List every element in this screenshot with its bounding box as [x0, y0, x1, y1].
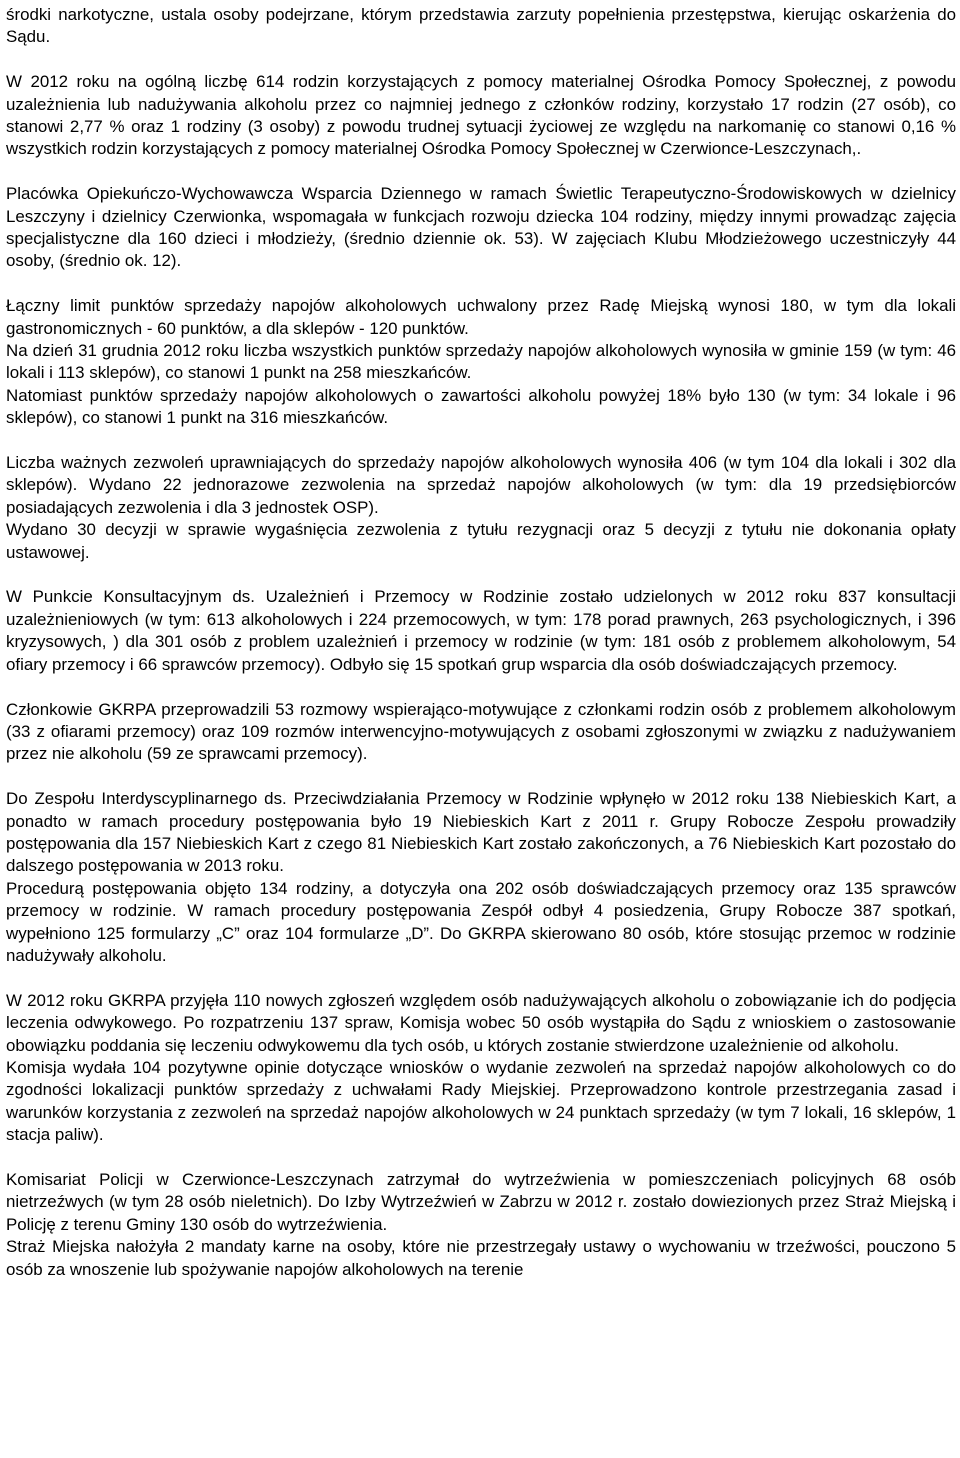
- document-page: [6, 4, 956, 1281]
- paragraph-permits: Liczba ważnych zezwoleń uprawniających do sprzedaży napojów alkoholowych wynosiła 406 (w tym 104 dla lokali i 302 dla sklepów). Wydano 22 jednorazowe zezwolenia na sprzedaż napojów alkoholowych (w tym: dla 19 przedsiębiorców posiadających zezwolenia i dla 3 jednostek OSP).: [6, 453, 956, 517]
- paragraph-care-facility: Placówka Opiekuńczo-Wychowawcza Wsparcia Dziennego w ramach Świetlic Terapeutyczno-Środowiskowych w dzielnicy Leszczyny i dzielnicy Czerwionka, wspomagała w funkcjach rozwoju dziecka 104 rodziny, między innymi prowadząc zajęcia specjalistyczne dla 160 dzieci i młodzieży, (średnio dziennie ok. 53). W zajęciach Klubu Młodzieżowego uczestniczyły 44 osoby, (średnio ok. 12).: [6, 184, 956, 271]
- paragraph-gkrpa-reports: W 2012 roku GKRPA przyjęła 110 nowych zgłoszeń względem osób nadużywających alkoholu o zobowiązanie ich do podjęcia leczenia odwykowego. Po rozpatrzeniu 137 spraw, Komisja wobec 50 osób wystąpiła do Sądu z wnioskiem o zastosowanie obowiązku poddania się leczeniu odwykowemu dla tych osób, u których zostanie stwierdzone uzależnienie od alkoholu.: [6, 990, 956, 1055]
- paragraph-police-detentions: Komisariat Policji w Czerwionce-Leszczynach zatrzymał do wytrzeźwienia w pomieszczeniach policyjnych 68 osób nietrzeźwych (w tym 28 osób nieletnich). Do Izby Wytrzeźwień w Zabrzu w 2012 r. zostało dowiezionych przez Straż Miejską i Policję z terenu Gminy 130 osób do wytrzeźwienia.: [6, 1169, 956, 1234]
- paragraph-consultation-point: W Punkcie Konsultacyjnym ds. Uzależnień i Przemocy w Rodzinie zostało udzielonych w 2012 roku 837 konsultacji uzależnieniowych (w tym: 613 alkoholowych i 224 przemocowych, w tym: 178 porad prawnych, 263 psychologicznych, i 396 kryzysowych, ) dla 301 osób z problem uzależnień i przemocy w rodzinie (w tym: 181 osób z problemem alkoholowym, 54 ofiary przemocy i 66 sprawców przemocy). Odbyło się 15 spotkań grup wsparcia dla osób doświadczających przemocy.: [6, 587, 956, 674]
- paragraph-gkrpa-conversations: Członkowie GKRPA przeprowadzili 53 rozmowy wspierająco-motywujące z członkami rodzin osób z problemem alkoholowym (33 z ofiarami przemocy) oraz 109 rozmów interwencyjno-motywujących z osobami zgłoszonymi w związku z nadużywaniem przez nie alkoholu (59 ze sprawcami przemocy).: [6, 699, 956, 764]
- paragraph-strong-alcohol-points: Natomiast punktów sprzedaży napojów alkoholowych o zawartości alkoholu powyżej 18% było 130 (w tym: 34 lokale i 96 sklepów), co stanowi 1 punkt na 316 mieszkańców.: [6, 385, 956, 428]
- paragraph-sales-points: Na dzień 31 grudnia 2012 roku liczba wszystkich punktów sprzedaży napojów alkoholowych wynosiła w gminie 159 (w tym: 46 lokali i 113 sklepów), co stanowi 1 punkt na 258 mieszkańców.: [6, 341, 956, 383]
- paragraph-procedure: Procedurą postępowania objęto 134 rodziny, a dotyczyła ona 202 osób doświadczających przemocy oraz 135 sprawców przemocy w rodzinie. W ramach procedury postępowania Zespół odbył 4 posiedzenia, Grupy Robocze 387 spotkań, wypełniono 125 formularzy „C” oraz 104 formularze „D”. Do GKRPA skierowano 80 osób, które stosując przemoc w rodzinie nadużywały alkoholu.: [6, 878, 956, 965]
- paragraph-social-assistance: W 2012 roku na ogólną liczbę 614 rodzin korzystających z pomocy materialnej Ośrodka Pomocy Społecznej, z powodu uzależnienia lub nadużywania alkoholu przez co najmniej jednego z członków rodziny, korzystało 17 rodzin (27 osób), co stanowi 2,77 % oraz 1 rodziny (3 osoby) z powodu trudnej sytuacji życiowej ze względu na narkomanię co stanowi 0,16 % wszystkich rodzin korzystających z pomocy materialnej Ośrodka Pomocy Społecznej w Czerwionce-Leszczynach,.: [6, 72, 956, 159]
- paragraph-permit-decisions: Wydano 30 decyzji w sprawie wygaśnięcia zezwolenia z tytułu rezygnacji oraz 5 decyzji z tytułu nie dokonania opłaty ustawowej.: [6, 520, 956, 562]
- paragraph-narcotics-intro: środki narkotyczne, ustala osoby podejrzane, którym przedstawia zarzuty popełnienia przestępstwa, kierując oskarżenia do Sądu.: [6, 5, 956, 47]
- paragraph-commission-opinions: Komisja wydała 104 pozytywne opinie dotyczące wniosków o wydanie zezwoleń na sprzedaż napojów alkoholowych co do zgodności lokalizacji punktów sprzedaży z uchwałami Rady Miejskiej. Przeprowadzono kontrole przestrzegania zasad i warunków korzystania z zezwoleń na sprzedaż napojów alkoholowych w 24 punktach sprzedaży (w tym 7 lokali, 16 sklepów, 1 stacja paliw).: [6, 1057, 956, 1145]
- paragraph-municipal-guard: Straż Miejska nałożyła 2 mandaty karne na osoby, które nie przestrzegały ustawy o wychowaniu w trzeźwości, pouczono 5 osób za wnoszenie lub spożywanie napojów alkoholowych na terenie: [6, 1237, 956, 1279]
- paragraph-sales-limit: Łączny limit punktów sprzedaży napojów alkoholowych uchwalony przez Radę Miejską wynosi 180, w tym dla lokali gastronomicznych - 60 punktów, a dla sklepów - 120 punktów.: [6, 296, 956, 338]
- paragraph-interdisciplinary-team: Do Zespołu Interdyscyplinarnego ds. Przeciwdziałania Przemocy w Rodzinie wpłynęło w 2012 roku 138 Niebieskich Kart, a ponadto w ramach procedury postępowania było 19 Niebieskich Kart z 2011 r. Grupy Robocze Zespołu prowadziły postępowania dla 157 Niebieskich Kart z czego 81 Niebieskich Kart zostało zakończonych, a 76 Niebieskich Kart pozostało do dalszego postępowania w 2013 roku.: [6, 789, 956, 876]
